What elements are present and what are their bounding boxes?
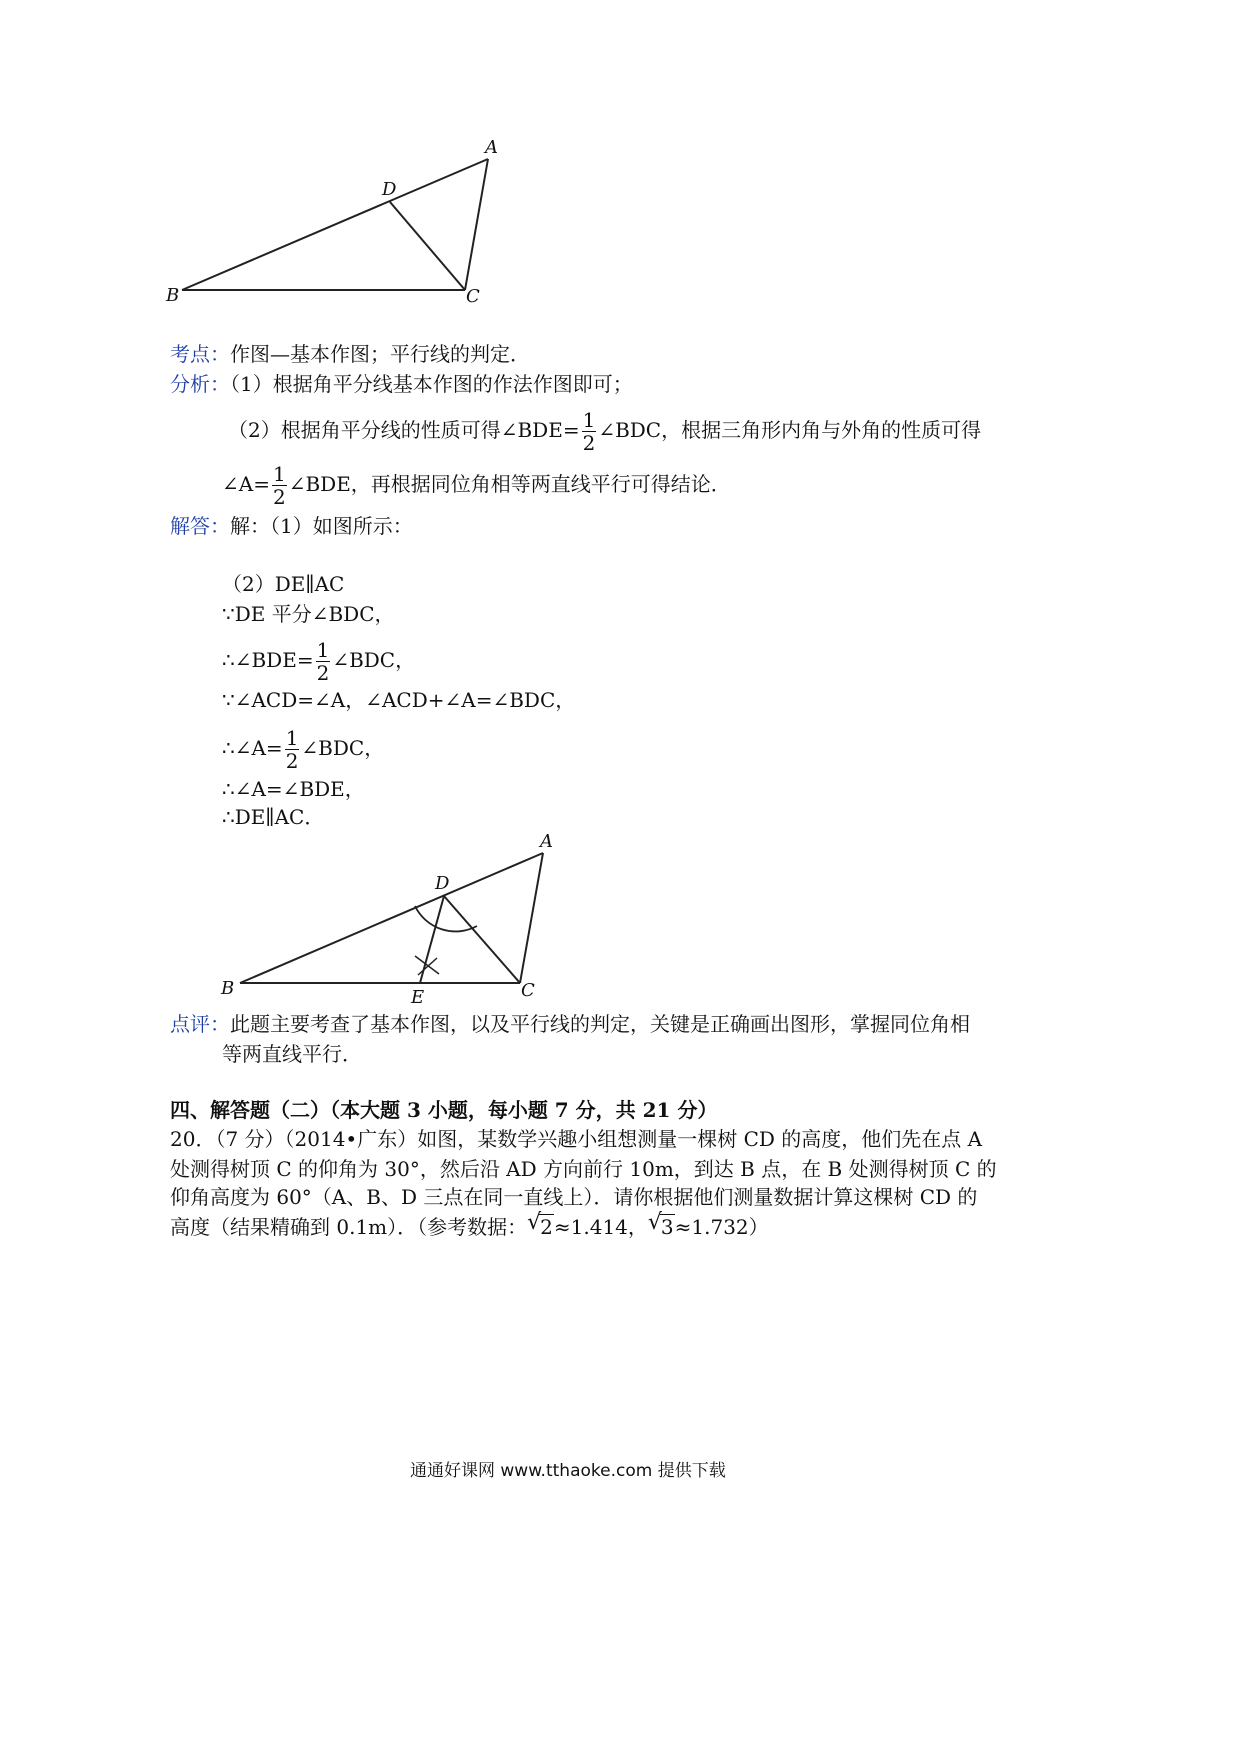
fenxi-row-3 [222, 464, 731, 507]
vertex-label-B: B [221, 978, 235, 999]
vertex-label-C: C [466, 286, 480, 307]
triangle-figure-2 [215, 828, 575, 1008]
fraction-half: $\frac{1}{2}$ [272, 462, 286, 509]
vertex-label-D: D [435, 873, 450, 894]
sqrt-2: √ 2 [527, 1210, 553, 1239]
fraction-half: $\frac{1}{2}$ [285, 726, 299, 773]
dianping-line-2: 等两直线平行． [222, 1042, 362, 1066]
problem-20-line-4: 高度（结果精确到 0.1m）．（参考数据： √ 2≈1.414， √ 3≈1.732） [170, 1210, 769, 1239]
vertex-label-E: E [411, 987, 425, 1008]
segment-AC [520, 853, 543, 983]
vertex-label-C: C [521, 980, 535, 1001]
solution-line-1: （2）DE∥AC [222, 572, 345, 596]
solution-line-6: ∴∠A=∠BDE， [222, 777, 365, 801]
fenxi-row-2 [228, 410, 981, 453]
fenxi-step2-a: （2）根据角平分线的性质可得∠BDE= [228, 418, 580, 442]
vertex-label-A: A [485, 137, 498, 158]
segment-BA [240, 853, 543, 983]
jieda-label: 解答 [170, 514, 210, 538]
segment-AC [465, 159, 488, 290]
jieda-row: 解答：解：（1）如图所示： [170, 514, 413, 538]
segment-BA [182, 159, 488, 290]
section-heading: 四、解答题（二）（本大题 3 小题，每小题 7 分，共 21 分） [170, 1098, 718, 1122]
problem-20-line-3: 仰角高度为 60°（A、B、D 三点在同一直线上）．请你根据他们测量数据计算这棵树 CD 的 [170, 1185, 978, 1209]
sqrt-3: √ 3 [647, 1210, 674, 1239]
jieda-first: 解：（1）如图所示： [230, 514, 413, 538]
kaodian-label: 考点 [170, 342, 210, 366]
fenxi-row-1: 分析：（1）根据角平分线基本作图的作法作图即可； [170, 372, 633, 396]
segment-CD [390, 202, 465, 290]
dianping-row-1: 点评：此题主要考查了基本作图，以及平行线的判定，关键是正确画出图形，掌握同位角相 [170, 1012, 970, 1036]
segment-DC [444, 896, 520, 983]
vertex-label-B: B [166, 285, 180, 306]
solution-line-3: ∴∠BDE= $\frac{1}{2}$ ∠BDC， [222, 638, 416, 685]
footer-watermark: 通通好课网 www.tthaoke.com 提供下载 [410, 1461, 726, 1481]
kaodian-row: 考点：作图—基本作图；平行线的判定． [170, 342, 530, 366]
solution-line-2: ∵DE 平分∠BDC， [222, 602, 395, 626]
fenxi-step1: （1）根据角平分线基本作图的作法作图即可； [230, 372, 633, 396]
solution-line-5: ∴∠A= $\frac{1}{2}$ ∠BDC， [222, 726, 385, 773]
fenxi-step2-c: ∠A= [222, 472, 270, 496]
vertex-label-D: D [382, 179, 397, 200]
solution-line-4: ∵∠ACD=∠A，∠ACD+∠A=∠BDC， [222, 688, 576, 712]
triangle-figure-1 [160, 135, 540, 310]
problem-20-line-1: 20．（7 分）（2014•广东）如图，某数学兴趣小组想测量一棵树 CD 的高度，他们先在点 A [170, 1127, 983, 1151]
fraction-half: $\frac{1}{2}$ [316, 638, 330, 685]
kaodian-text: 作图—基本作图；平行线的判定． [230, 342, 530, 366]
vertex-label-A: A [540, 831, 553, 852]
fenxi-step2-d: ∠BDE，再根据同位角相等两直线平行可得结论． [288, 472, 731, 496]
dianping-label: 点评 [170, 1012, 210, 1036]
fenxi-label: 分析 [170, 372, 210, 396]
dianping-line-1: 此题主要考查了基本作图，以及平行线的判定，关键是正确画出图形，掌握同位角相 [230, 1012, 970, 1036]
construction-arc [415, 906, 477, 931]
solution-line-7: ∴DE∥AC． [222, 805, 325, 829]
fraction-half: $\frac{1}{2}$ [582, 408, 596, 455]
problem-20-line-2: 处测得树顶 C 的仰角为 30°，然后沿 AD 方向前行 10m，到达 B 点，在 B 处测得树顶 C 的 [170, 1157, 997, 1181]
fenxi-step2-b: ∠BDC，根据三角形内角与外角的性质可得 [598, 418, 982, 442]
